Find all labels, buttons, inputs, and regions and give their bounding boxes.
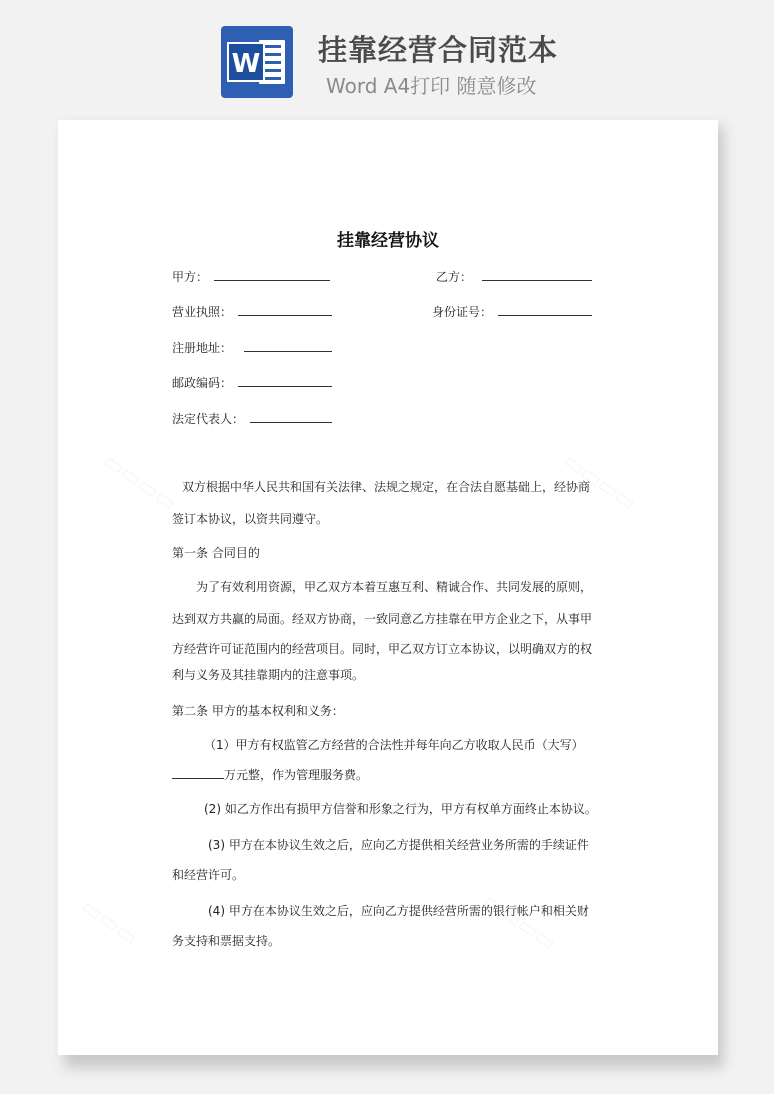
template-title: 挂靠经营合同范本 bbox=[318, 33, 559, 67]
preamble-line-2: 签订本协议，以资共同遵守。 bbox=[172, 512, 329, 526]
party-b-label: 乙方： bbox=[436, 270, 473, 284]
business-license-blank[interactable] bbox=[238, 304, 332, 316]
party-a-field bbox=[172, 268, 330, 285]
item-1-line-1: （1）甲方有权监管乙方经营的合法性并每年向乙方收取人民币（大写） bbox=[204, 738, 584, 752]
document-page bbox=[58, 120, 718, 1055]
postal-code-label: 邮政编码： bbox=[172, 376, 233, 390]
page-header bbox=[0, 0, 774, 110]
party-a-blank[interactable] bbox=[214, 269, 330, 281]
postal-code-blank[interactable] bbox=[238, 375, 332, 387]
party-a-label: 甲方： bbox=[172, 270, 209, 284]
article-1-line-4: 利与义务及其挂靠期内的注意事项。 bbox=[172, 668, 365, 682]
party-b-blank[interactable] bbox=[482, 269, 592, 281]
business-license-label: 营业执照： bbox=[172, 305, 233, 319]
party-b-field bbox=[436, 268, 592, 285]
legal-rep-label: 法定代表人： bbox=[172, 412, 245, 426]
item-3-line-1: (3) 甲方在本协议生效之后，应向乙方提供相关经营业务所需的手续证件 bbox=[208, 838, 589, 852]
template-subtitle: Word A4打印 随意修改 bbox=[326, 74, 537, 98]
word-document-icon bbox=[221, 26, 293, 98]
article-1-line-2: 达到双方共赢的局面。经双方协商，一致同意乙方挂靠在甲方企业之下，从事甲 bbox=[172, 612, 593, 626]
legal-rep-blank[interactable] bbox=[250, 411, 332, 423]
legal-rep-field bbox=[172, 410, 332, 427]
article-2-heading: 第二条 甲方的基本权利和义务： bbox=[172, 704, 344, 718]
registered-address-field bbox=[172, 339, 332, 356]
article-1-heading: 第一条 合同目的 bbox=[172, 546, 260, 560]
document-title: 挂靠经营协议 bbox=[337, 231, 439, 251]
id-number-label: 身份证号： bbox=[432, 305, 493, 319]
id-number-field bbox=[432, 303, 592, 320]
article-1-line-3: 方经营许可证范围内的经营项目。同时，甲乙双方订立本协议，以明确双方的权 bbox=[172, 642, 593, 656]
item-2: (2) 如乙方作出有损甲方信誉和形象之行为，甲方有权单方面终止本协议。 bbox=[204, 802, 597, 816]
registered-address-blank[interactable] bbox=[244, 340, 332, 352]
item-4-line-2: 务支持和票据支持。 bbox=[172, 934, 281, 948]
item-4-line-1: (4) 甲方在本协议生效之后，应向乙方提供经营所需的银行帐户和相关财 bbox=[208, 904, 589, 918]
preamble-line-1: 双方根据中华人民共和国有关法律、法规之规定，在合法自愿基础上，经协商 bbox=[182, 480, 591, 494]
postal-code-field bbox=[172, 374, 332, 391]
business-license-field bbox=[172, 303, 332, 320]
watermark-decoration bbox=[76, 894, 141, 950]
id-number-blank[interactable] bbox=[498, 304, 592, 316]
registered-address-label: 注册地址： bbox=[172, 341, 233, 355]
item-1-line-2 bbox=[172, 766, 368, 783]
fee-amount-blank[interactable] bbox=[172, 767, 224, 779]
item-1-line-2-text: 万元整，作为管理服务费。 bbox=[224, 768, 369, 782]
article-1-line-1: 为了有效利用资源，甲乙双方本着互惠互利、精诚合作、共同发展的原则， bbox=[196, 580, 593, 594]
watermark-decoration bbox=[98, 448, 180, 516]
item-3-line-2: 和经营许可。 bbox=[172, 868, 245, 882]
word-icon-letter: W bbox=[227, 42, 265, 82]
watermark-decoration bbox=[478, 888, 560, 956]
